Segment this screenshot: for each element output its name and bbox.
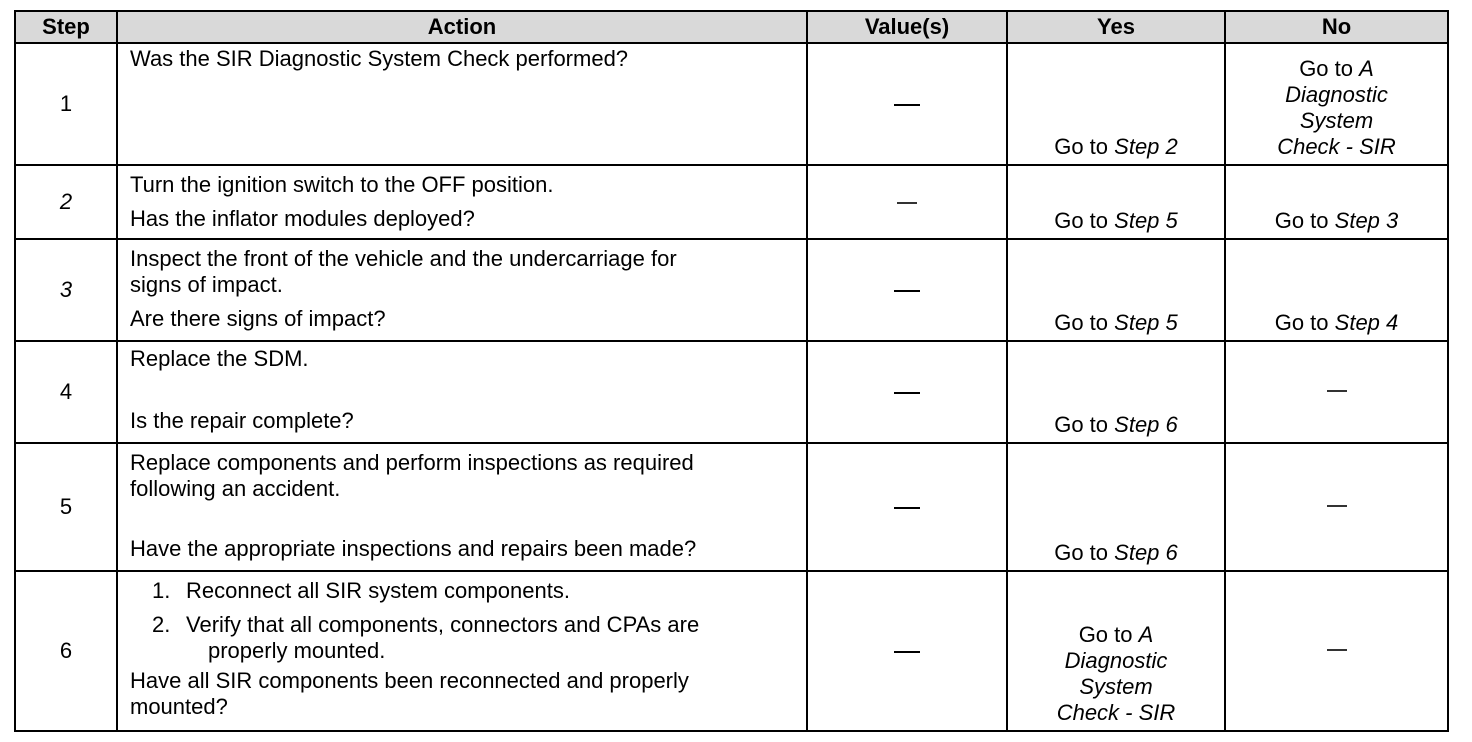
no-link-line[interactable]: Diagnostic: [1285, 82, 1388, 107]
go-to-text: Go to: [1274, 208, 1329, 233]
yes-step-link[interactable]: Step 5: [1114, 310, 1178, 335]
action-cell: [117, 239, 807, 341]
dash-mark: [1327, 649, 1347, 651]
action-instruction: signs of impact.: [130, 272, 283, 297]
header-values: Value(s): [807, 11, 1007, 43]
no-cell: [1225, 43, 1448, 165]
yes-link-line[interactable]: Diagnostic: [1064, 648, 1168, 673]
go-to-text: Go to: [1054, 310, 1109, 335]
yes-cell: [1007, 443, 1225, 571]
list-item: [130, 612, 796, 664]
header-row: [15, 11, 1448, 43]
action-question: Have the appropriate inspections and repairs been made?: [130, 536, 697, 561]
table-row: [15, 571, 1448, 731]
no-link-line[interactable]: A: [1359, 56, 1374, 81]
step-number: 6: [15, 571, 117, 731]
yes-link-line[interactable]: A: [1138, 622, 1154, 647]
no-cell: [1225, 239, 1448, 341]
action-cell: [117, 571, 807, 731]
yes-cell: [1007, 239, 1225, 341]
action-cell: [117, 43, 807, 165]
list-number: 1.: [152, 578, 171, 603]
action-instruction: Replace components and perform inspections as required: [130, 450, 694, 475]
dash-mark: [894, 392, 920, 394]
go-to-text: Go to: [1054, 540, 1109, 565]
go-to-text: Go to: [1274, 310, 1329, 335]
dash-mark: [894, 651, 920, 653]
action-instruction: Replace the SDM.: [130, 346, 309, 371]
value-cell: [807, 571, 1007, 731]
no-step-link[interactable]: Step 4: [1334, 310, 1399, 335]
list-text: Verify that all components, connectors and CPAs are: [186, 612, 700, 637]
dash-mark: [894, 290, 920, 292]
action-instruction: Inspect the front of the vehicle and the undercarriage for: [130, 246, 677, 271]
table-row: [15, 43, 1448, 165]
no-link-line[interactable]: System: [1299, 108, 1374, 133]
dash-mark: [1327, 505, 1347, 507]
action-question: Have all SIR components been reconnected and properly: [130, 668, 689, 693]
action-question: mounted?: [130, 694, 228, 719]
table-row: [15, 239, 1448, 341]
no-step-link[interactable]: Step 3: [1334, 208, 1399, 233]
table-row: [15, 443, 1448, 571]
list-text-cont: properly mounted.: [208, 638, 386, 663]
step-number: 5: [15, 443, 117, 571]
step-number: 2: [15, 165, 117, 239]
go-to-text: Go to: [1054, 134, 1109, 159]
go-to-text: Go to: [1078, 622, 1133, 647]
action-question: Is the repair complete?: [130, 408, 354, 433]
step-number: 3: [15, 239, 117, 341]
action-question: Are there signs of impact?: [130, 306, 386, 331]
diagnostic-table: [14, 10, 1449, 732]
yes-cell: [1007, 43, 1225, 165]
action-question: Was the SIR Diagnostic System Check performed?: [130, 46, 629, 71]
dash-mark: [894, 507, 920, 509]
table-row: [15, 341, 1448, 443]
dash-mark: [1327, 390, 1347, 392]
no-cell: [1225, 165, 1448, 239]
yes-cell: [1007, 341, 1225, 443]
list-item: [130, 578, 796, 604]
action-instruction: following an accident.: [130, 476, 341, 501]
header-step: Step: [15, 11, 117, 43]
header-yes: Yes: [1007, 11, 1225, 43]
yes-step-link[interactable]: Step 6: [1114, 540, 1178, 565]
step-number: 4: [15, 341, 117, 443]
value-cell: [807, 443, 1007, 571]
list-number: 2.: [152, 612, 171, 637]
yes-step-link[interactable]: Step 6: [1114, 412, 1178, 437]
no-link-line[interactable]: Check - SIR: [1277, 134, 1396, 159]
no-cell: [1225, 443, 1448, 571]
yes-link-line[interactable]: System: [1079, 674, 1153, 699]
yes-cell: [1007, 571, 1225, 731]
value-cell: [807, 341, 1007, 443]
yes-cell: [1007, 165, 1225, 239]
list-text: Reconnect all SIR system components.: [186, 578, 570, 603]
go-to-text: Go to: [1299, 56, 1353, 81]
dash-mark: [894, 104, 920, 106]
no-cell: [1225, 571, 1448, 731]
dash-mark: [897, 202, 917, 204]
header-no: No: [1225, 11, 1448, 43]
go-to-text: Go to: [1054, 208, 1109, 233]
action-cell: [117, 165, 807, 239]
yes-link-line[interactable]: Check - SIR: [1056, 700, 1176, 725]
go-to-text: Go to: [1054, 412, 1109, 437]
action-instruction: Turn the ignition switch to the OFF position.: [130, 172, 554, 197]
table-row: [15, 165, 1448, 239]
value-cell: [807, 165, 1007, 239]
yes-step-link[interactable]: Step 5: [1114, 208, 1178, 233]
action-cell: [117, 443, 807, 571]
action-cell: [117, 341, 807, 443]
value-cell: [807, 43, 1007, 165]
no-cell: [1225, 341, 1448, 443]
header-action: Action: [117, 11, 807, 43]
action-question: Has the inflator modules deployed?: [130, 206, 475, 231]
yes-step-link[interactable]: Step 2: [1114, 134, 1178, 159]
value-cell: [807, 239, 1007, 341]
step-number: 1: [15, 43, 117, 165]
